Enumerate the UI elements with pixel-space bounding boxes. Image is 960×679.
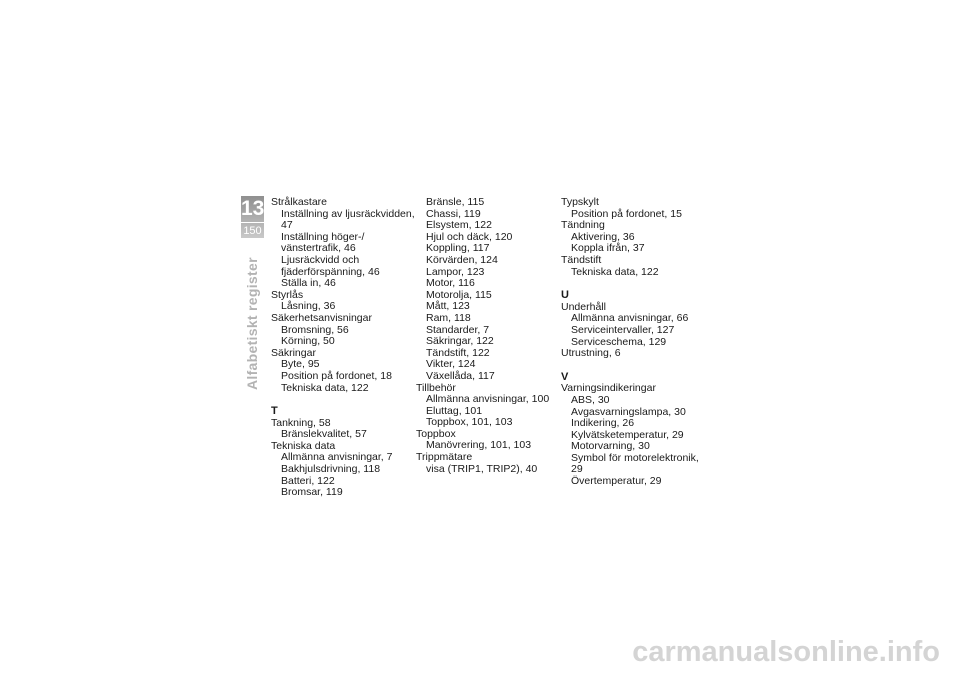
index-subentry: Växellåda, 117 (426, 369, 495, 382)
index-subentry: Indikering, 26 (571, 417, 635, 430)
index-subentry: Tekniska data, 122 (571, 265, 659, 278)
index-subentry: Allmänna anvisningar, 100 (426, 393, 550, 406)
index-subentry: Lampor, 123 (426, 265, 485, 278)
index-subentry: Allmänna anvisningar, 7 (281, 451, 393, 464)
index-subentry: Bränsle, 115 (426, 196, 485, 208)
index-subentry: Vikter, 124 (426, 358, 476, 371)
index-subentry: Batteri, 122 (281, 474, 335, 487)
index-subentry: Koppla ifrån, 37 (571, 242, 645, 255)
index-letter-heading: U (561, 289, 569, 302)
index-subentry: Motorolja, 115 (426, 288, 492, 301)
index-subentry: Elsystem, 122 (426, 219, 492, 232)
index-subentry: Tekniska data, 122 (281, 381, 369, 394)
index-column-1 (271, 197, 421, 499)
index-entry: Styrlås (271, 288, 304, 301)
index-subentry: Bränslekvalitet, 57 (281, 428, 367, 441)
index-subentry: Tändstift, 122 (426, 346, 490, 359)
index-subentry: Ställa in, 46 (281, 277, 336, 290)
index-subentry: Position på fordonet, 15 (571, 207, 682, 220)
letter-gap (561, 278, 711, 286)
index-subentry: Chassi, 119 (426, 207, 481, 220)
chapter-divider (241, 222, 264, 223)
index-subentry: Inställning av ljusräckvidden, 47 (281, 207, 415, 232)
index-letter-heading: V (561, 370, 569, 383)
chapter-number: 13 (241, 197, 265, 220)
watermark: carmanualsonline.info (632, 636, 940, 668)
index-entry: Underhåll (561, 300, 606, 313)
index-subentry: Eluttag, 101 (426, 404, 483, 417)
index-subentry: Körning, 50 (281, 335, 335, 348)
index-subentry: Motorvarning, 30 (571, 440, 650, 453)
index-subentry: Inställning höger-/ (281, 230, 365, 243)
index-subentry: fjäderförspänning, 46 (281, 265, 380, 278)
index-subentry: Symbol för motorelektronik, 29 (571, 451, 699, 476)
index-entry: Trippmätare (416, 451, 473, 464)
index-entry: Tankning, 58 (271, 416, 331, 429)
section-side-title: Alfabetiskt register (244, 257, 260, 390)
index-column-2 (416, 197, 566, 475)
index-column-3 (561, 197, 711, 488)
index-subentry: Ljusräckvidd och (281, 253, 360, 266)
index-entry: Tändning (561, 219, 605, 232)
index-subentry: Standarder, 7 (426, 323, 490, 336)
index-subentry: Toppbox, 101, 103 (426, 416, 513, 429)
index-subentry: Byte, 95 (281, 358, 320, 371)
index-subentry: Körvärden, 124 (426, 253, 498, 266)
index-subentry: Kylvätsketemperatur, 29 (571, 428, 684, 441)
index-subentry: Allmänna anvisningar, 66 (571, 312, 689, 325)
index-entry: Säkringar (271, 346, 316, 359)
index-subentry: ABS, 30 (571, 393, 610, 406)
index-entry: Tekniska data (271, 439, 336, 452)
index-subentry: Ram, 118 (426, 311, 471, 324)
index-subentry: visa (TRIP1, TRIP2), 40 (426, 462, 538, 475)
index-subentry: Mått, 123 (426, 300, 470, 313)
index-subentry: Bromsar, 119 (281, 486, 343, 499)
index-entry: Säkerhetsanvisningar (271, 311, 372, 324)
page-number: 150 (243, 225, 262, 237)
index-subentry: Övertemperatur, 29 (571, 475, 662, 488)
index-subentry: Hjul och däck, 120 (426, 230, 513, 243)
index-subentry: Motor, 116 (426, 277, 475, 290)
index-subentry: Koppling, 117 (426, 242, 490, 255)
index-entry: Typskylt (561, 196, 599, 208)
index-subentry: Position på fordonet, 18 (281, 369, 392, 382)
index-entry: Tändstift (561, 253, 602, 266)
index-letter-heading: T (271, 405, 278, 418)
index-subentry: Avgasvarningslampa, 30 (571, 405, 686, 418)
index-entry: Tillbehör (416, 381, 456, 394)
index-subentry: Serviceintervaller, 127 (571, 323, 675, 336)
index-subentry: Manövrering, 101, 103 (426, 439, 532, 452)
index-subentry: Säkringar, 122 (426, 335, 494, 348)
index-entry: Toppbox (416, 427, 456, 440)
index-subentry: Bromsning, 56 (281, 323, 349, 336)
letter-gap (271, 394, 421, 402)
index-subentry: Bakhjulsdrivning, 118 (281, 463, 381, 476)
index-subentry: Serviceschema, 129 (571, 335, 667, 348)
index-entry: Strålkastare (271, 196, 328, 208)
index-subentry: Låsning, 36 (281, 300, 336, 313)
index-entry: Utrustning, 6 (561, 347, 621, 360)
index-entry: Varningsindikeringar (561, 382, 656, 395)
index-subentry: vänstertrafik, 46 (281, 242, 356, 255)
letter-gap (561, 360, 711, 368)
index-subentry: Aktivering, 36 (571, 230, 635, 243)
